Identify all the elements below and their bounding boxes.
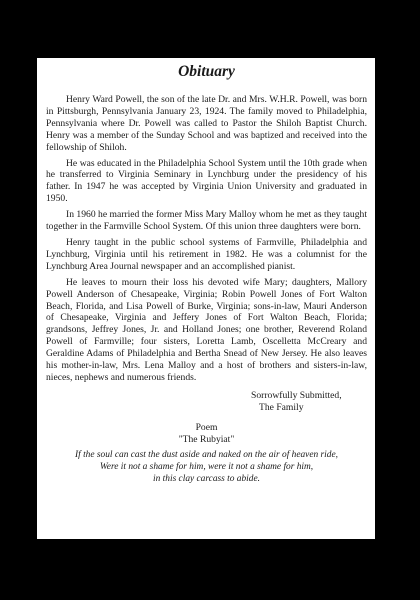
poem-label: Poem bbox=[195, 421, 218, 433]
closing-line-submitted: Sorrowfully Submitted, bbox=[251, 389, 342, 401]
paragraph-survivors: He leaves to mourn their loss his devoted wife Mary; daughters, Mallory Powell Anderson of Chesapeake, Virginia; Robin Powell Jones of Fort Walton Beach, Florida, and Lisa Powell of Burke, Virginia; sons-in-law, Mauri Anderson of Chesapeake, Virginia and Jeffery Jones of Fort Walton Beach, Florida; grandsons, Jeffrey Jones, Jr. and Holland Jones; one brother, Reverend Roland Powell of Farmville; four sisters, Loretta Lamb, Oscelletta McCreary and Geraldine Adams of Philadelphia and Bertha Snead of New Jersey. He also leaves his mother-in-law, Mrs. Lena Malloy and a host of brothers and sisters-in-law, nieces, nephews and numerous friends. bbox=[46, 276, 367, 383]
closing-signature bbox=[251, 390, 367, 414]
poem-title: "The Rubyiat" bbox=[178, 433, 235, 445]
poem-line: If the soul can cast the dust aside and naked on the air of heaven ride, bbox=[75, 449, 338, 460]
obituary-page bbox=[37, 58, 375, 539]
paragraph-career: Henry taught in the public school systems of Farmville, Philadelphia and Lynchburg, Virginia until his retirement in 1982. He was a columnist for the Lynchburg Area Journal newspaper and an accomplished pianist. bbox=[46, 236, 367, 272]
paragraph-birth: Henry Ward Powell, the son of the late Dr. and Mrs. W.H.R. Powell, was born in Pittsburgh, Pennsylvania January 23, 1924. The family moved to Philadelphia, Pennsylvania where Dr. Powell was called to Pastor the Shiloh Baptist Church. Henry was a member of the Sunday School and was baptized and received into the fellowship of Shiloh. bbox=[46, 94, 367, 153]
poem-heading bbox=[46, 422, 367, 446]
paragraph-education: He was educated in the Philadelphia School System until the 10th grade when he transferred to Virginia Seminary in Lynchburg under the presidency of his father. In 1947 he was accepted by Virginia Union University and graduated in 1950. bbox=[46, 157, 367, 205]
paragraph-marriage: In 1960 he married the former Miss Mary Malloy whom he met as they taught together in the Farmville School System. Of this union three daughters were born. bbox=[46, 209, 367, 233]
poem-line: Were it not a shame for him, were it not a shame for him, bbox=[99, 461, 314, 472]
poem-verse bbox=[46, 449, 367, 485]
poem-line: in this clay carcass to abide. bbox=[153, 473, 260, 484]
closing-line-family: The Family bbox=[259, 401, 304, 413]
page-title: Obituary bbox=[178, 63, 235, 80]
